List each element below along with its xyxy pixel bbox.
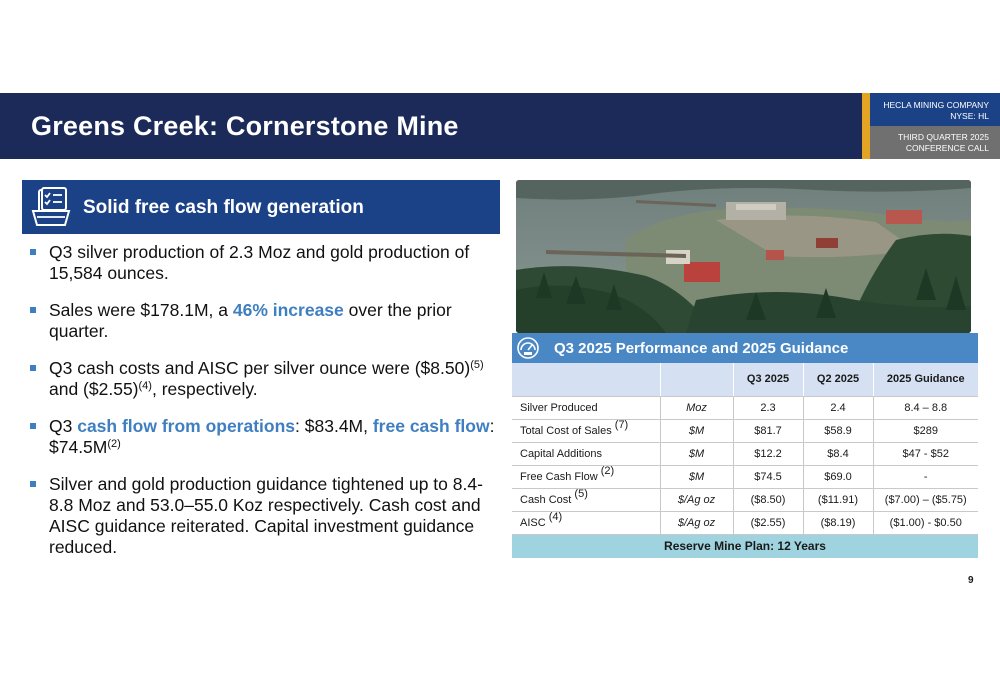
event-type: CONFERENCE CALL xyxy=(905,143,989,153)
table-footer-row xyxy=(512,534,978,558)
column-header-q2: Q2 2025 xyxy=(803,363,873,396)
aerial-mine-photo xyxy=(516,180,971,333)
table-row xyxy=(512,396,978,419)
cell-q2: ($8.19) xyxy=(803,511,873,534)
bullet-guidance: Silver and gold production guidance tightened up to 8.4-8.8 Moz and 53.0–55.0 Koz respectively. Cash cost and AISC guidance reiterated. Capital investment guidance reduced. xyxy=(30,474,500,558)
cell-q3: $12.2 xyxy=(733,442,803,465)
cell-guidance: 8.4 – 8.8 xyxy=(873,396,978,419)
table-row xyxy=(512,488,978,511)
bullet-marker xyxy=(30,249,36,255)
section-header xyxy=(22,180,500,234)
event-badge xyxy=(870,126,1000,159)
ticker: NYSE: HL xyxy=(950,111,989,121)
row-unit: $/Ag oz xyxy=(660,511,733,534)
cell-guidance: $289 xyxy=(873,419,978,442)
column-header-guidance: 2025 Guidance xyxy=(873,363,978,396)
cell-q3: 2.3 xyxy=(733,396,803,419)
row-unit: $M xyxy=(660,442,733,465)
column-header xyxy=(660,363,733,396)
table-header-banner xyxy=(512,333,978,363)
column-header-q3: Q3 2025 xyxy=(733,363,803,396)
highlight-fcf: free cash flow xyxy=(372,416,490,436)
cell-q2: ($11.91) xyxy=(803,488,873,511)
row-label: AISC $^{(4)}$ xyxy=(512,511,660,534)
section-title: Solid free cash flow generation xyxy=(83,197,364,218)
row-unit: $M xyxy=(660,419,733,442)
row-label: Silver Produced xyxy=(512,396,660,419)
bullet-production: Q3 silver production of 2.3 Moz and gold production of 15,584 ounces. xyxy=(30,242,500,284)
bullet-marker xyxy=(30,307,36,313)
bullet-sales: Sales were $178.1M, a 46% increase over the prior quarter. xyxy=(30,300,500,342)
row-label: Cash Cost $^{(5)}$ xyxy=(512,488,660,511)
page-number: 9 xyxy=(968,575,974,586)
table-row xyxy=(512,419,978,442)
table-row xyxy=(512,442,978,465)
gauge-icon xyxy=(515,336,541,360)
reserve-mine-plan: Reserve Mine Plan: 12 Years xyxy=(512,534,978,558)
highlight-cfo: cash flow from operations xyxy=(77,416,296,436)
cell-q3: ($8.50) xyxy=(733,488,803,511)
event-name: THIRD QUARTER 2025 xyxy=(897,132,989,142)
row-unit: Moz xyxy=(660,396,733,419)
cell-q2: $69.0 xyxy=(803,465,873,488)
row-unit: $/Ag oz xyxy=(660,488,733,511)
company-name: HECLA MINING COMPANY xyxy=(883,100,989,110)
mine-site-illustration xyxy=(516,180,971,333)
row-label: Capital Additions xyxy=(512,442,660,465)
bullet-marker xyxy=(30,365,36,371)
cell-guidance: - xyxy=(873,465,978,488)
cell-guidance: ($7.00) – ($5.75) xyxy=(873,488,978,511)
cell-q2: $58.9 xyxy=(803,419,873,442)
bullet-costs: Q3 cash costs and AISC per silver ounce were ($8.50)$^{(5)}$ and ($2.55)$^{(4)}$, respectively. xyxy=(30,358,500,400)
company-badge xyxy=(870,93,1000,126)
bullet-marker xyxy=(30,481,36,487)
bullet-cash-flow: Q3 cash flow from operations: $83.4M, free cash flow: $\$74.5M^{(2)}$ xyxy=(30,416,500,458)
bullet-marker xyxy=(30,423,36,429)
row-label: Total Cost of Sales $^{(7)}$ xyxy=(512,419,660,442)
cell-q2: 2.4 xyxy=(803,396,873,419)
cell-q3: $81.7 xyxy=(733,419,803,442)
row-unit: $M xyxy=(660,465,733,488)
row-label: Free Cash Flow $^{(2)}$ xyxy=(512,465,660,488)
cell-guidance: $47 - $52 xyxy=(873,442,978,465)
clipboard-checklist-icon xyxy=(30,187,72,227)
table-row xyxy=(512,465,978,488)
column-header xyxy=(512,363,660,396)
performance-table xyxy=(512,363,978,558)
cell-q2: $8.4 xyxy=(803,442,873,465)
bullet-list xyxy=(30,242,500,574)
header-accent-stripe xyxy=(862,93,870,159)
cell-q3: $74.5 xyxy=(733,465,803,488)
page-title: Greens Creek: Cornerstone Mine xyxy=(31,111,459,141)
title-bar xyxy=(0,93,862,159)
table-row xyxy=(512,511,978,534)
highlight-increase: 46% increase xyxy=(232,300,344,320)
cell-q3: ($2.55) xyxy=(733,511,803,534)
table-title: Q3 2025 Performance and 2025 Guidance xyxy=(554,340,849,357)
cell-guidance: ($1.00) - $0.50 xyxy=(873,511,978,534)
table-header-row xyxy=(512,363,978,396)
